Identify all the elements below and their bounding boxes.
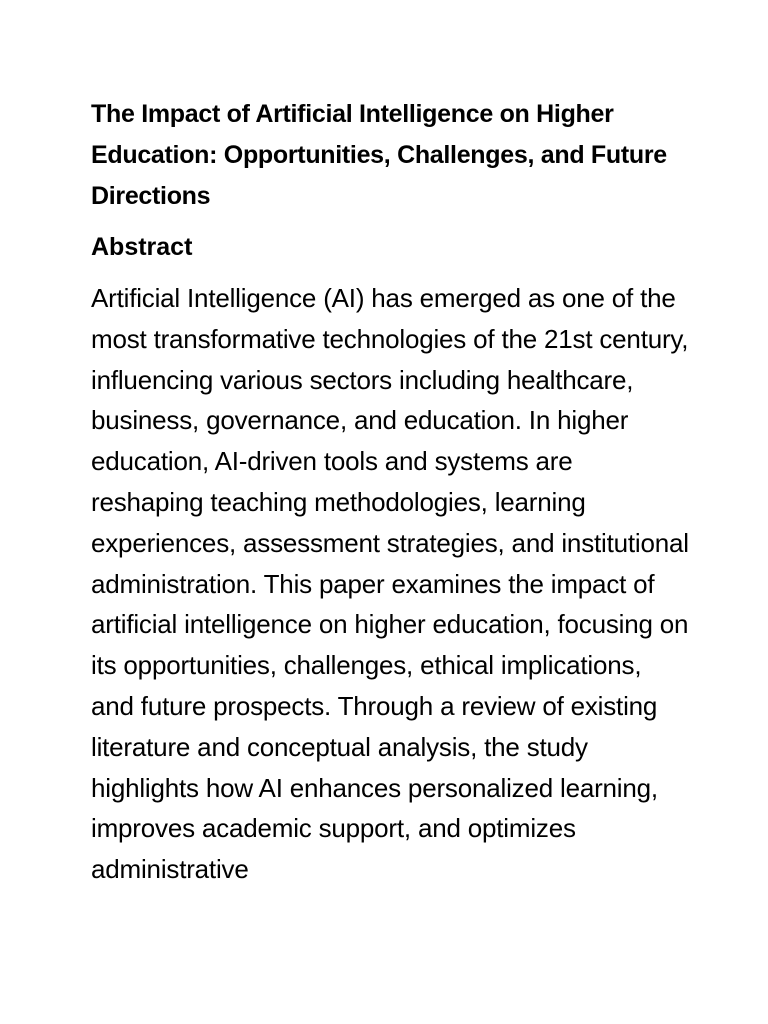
paper-title: The Impact of Artificial Intelligence on Higher Education: Opportunities, Challenges, and Future Directions [91,100,667,210]
abstract-paragraph: Artificial Intelligence (AI) has emerged as one of the most transformative technologies of the 21st century, influencing various sectors including healthcare, business, governance, and education. In higher education, AI-driven tools and systems are reshaping teaching methodologies, learning experiences, assessment strategies, and institutional administration. This paper examines the impact of artificial intelligence on higher education, focusing on its opportunities, challenges, ethical implications, and future prospects. Through a review of existing literature and conceptual analysis, the study highlights how AI enhances personalized learning, improves academic support, and optimizes administrative [91,283,689,885]
document-page [91,94,691,890]
abstract-heading: Abstract [91,233,193,261]
